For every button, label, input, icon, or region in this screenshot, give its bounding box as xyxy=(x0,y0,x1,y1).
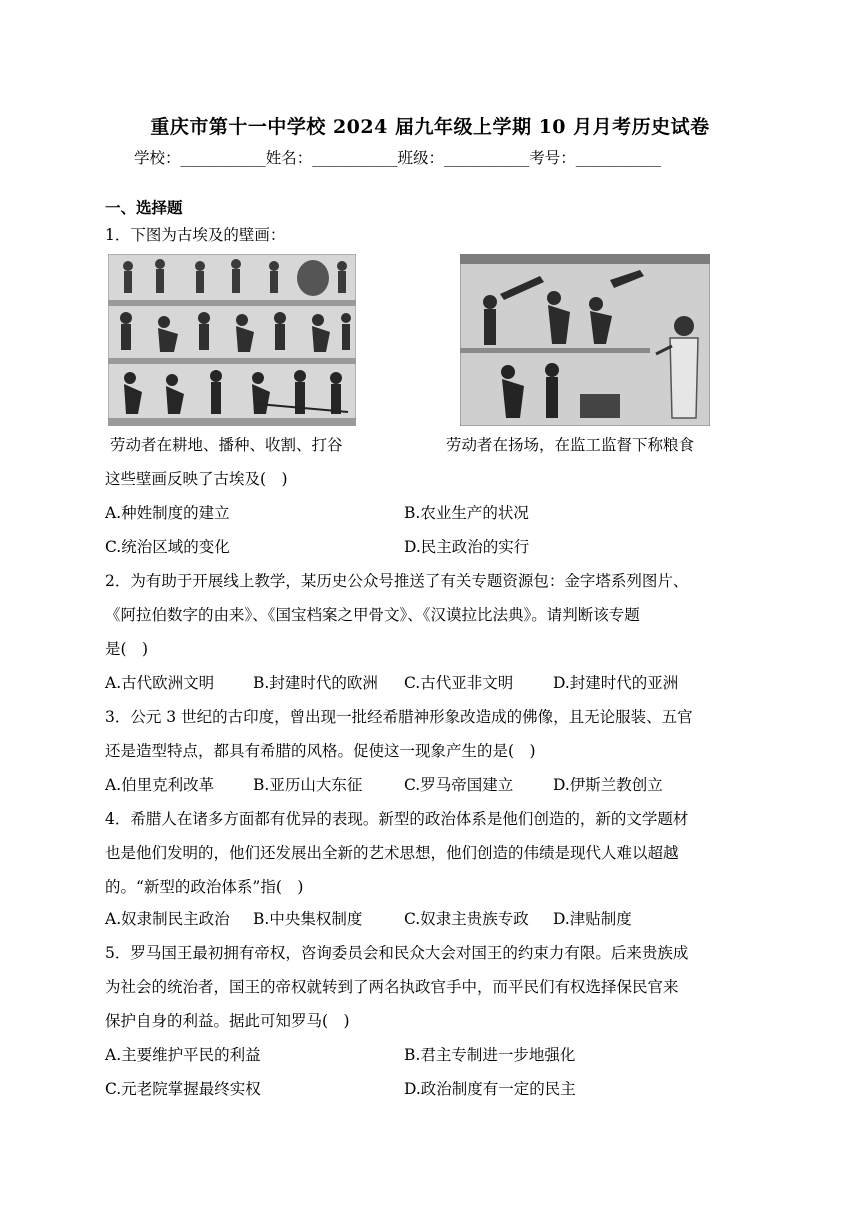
q5-line-2: 为社会的统治者，国王的帝权就转到了两名执政官手中，而平民们有权选择保民官来 xyxy=(105,978,679,996)
q2-option-a: A.古代欧洲文明 xyxy=(105,674,215,692)
mural-threshing-image xyxy=(460,254,710,426)
q5-option-a: A.主要维护平民的利益 xyxy=(105,1046,261,1064)
q1-stem: 1．下图为古埃及的壁画： xyxy=(105,226,286,244)
q5-option-b: B.君主专制进一步地强化 xyxy=(404,1046,576,1064)
q4-option-b: B.中央集权制度 xyxy=(253,910,363,928)
q3-option-c: C.罗马帝国建立 xyxy=(404,776,514,794)
exam-title: 重庆市第十一中学校 2024 届九年级上学期 10 月月考历史试卷 xyxy=(150,116,710,138)
mural-left-caption: 劳动者在耕地、播种、收割、打谷 xyxy=(110,436,343,454)
q5-option-d: D.政治制度有一定的民主 xyxy=(404,1080,576,1098)
q3-line-2: 还是造型特点，都具有希腊的风格。促使这一现象产生的是( ) xyxy=(105,742,536,760)
q1-option-b: B.农业生产的状况 xyxy=(404,504,529,522)
q3-line-1: 3．公元 3 世纪的古印度，曾出现一批经希腊神形象改造成的佛像，且无论服装、五官 xyxy=(105,708,693,726)
q1-option-c: C.统治区域的变化 xyxy=(105,538,230,556)
q2-option-c: C.古代亚非文明 xyxy=(404,674,514,692)
q3-option-a: A.伯里克利改革 xyxy=(105,776,215,794)
student-info-line: 学校：___________姓名：___________班级：___________考号：___________ xyxy=(134,149,662,167)
q2-line-3: 是( ) xyxy=(105,640,149,658)
section-heading: 一、选择题 xyxy=(105,198,183,217)
q3-option-d: D.伊斯兰教创立 xyxy=(553,776,663,794)
q2-line-2: 《阿拉伯数字的由来》、《国宝档案之甲骨文》、《汉谟拉比法典》。请判断该专题 xyxy=(105,606,640,624)
q2-option-d: D.封建时代的亚洲 xyxy=(553,674,679,692)
q1-option-a: A.种姓制度的建立 xyxy=(105,504,230,522)
q4-line-1: 4．希腊人在诸多方面都有优异的表现。新型的政治体系是他们创造的，新的文学题材 xyxy=(105,810,689,828)
q1-question: 这些壁画反映了古埃及( ) xyxy=(105,470,288,488)
q2-option-b: B.封建时代的欧洲 xyxy=(253,674,378,692)
q5-line-3: 保护自身的利益。据此可知罗马( ) xyxy=(105,1012,350,1030)
q4-option-d: D.津贴制度 xyxy=(553,910,632,928)
q2-line-1: 2．为有助于开展线上教学，某历史公众号推送了有关专题资源包：金字塔系列图片、 xyxy=(105,572,689,590)
mural-farming-image xyxy=(108,254,356,426)
q4-option-a: A.奴隶制民主政治 xyxy=(105,910,230,928)
q3-option-b: B.亚历山大东征 xyxy=(253,776,363,794)
q4-line-2: 也是他们发明的，他们还发展出全新的艺术思想，他们创造的伟绩是现代人难以超越 xyxy=(105,844,679,862)
q1-option-d: D.民主政治的实行 xyxy=(404,538,530,556)
q4-line-3: 的。“新型的政治体系”指( ) xyxy=(105,878,304,896)
q4-option-c: C.奴隶主贵族专政 xyxy=(404,910,529,928)
q5-option-c: C.元老院掌握最终实权 xyxy=(105,1080,261,1098)
q5-line-1: 5．罗马国王最初拥有帝权，咨询委员会和民众大会对国王的约束力有限。后来贵族成 xyxy=(105,944,689,962)
mural-right-caption: 劳动者在扬场，在监工监督下称粮食 xyxy=(446,436,695,454)
